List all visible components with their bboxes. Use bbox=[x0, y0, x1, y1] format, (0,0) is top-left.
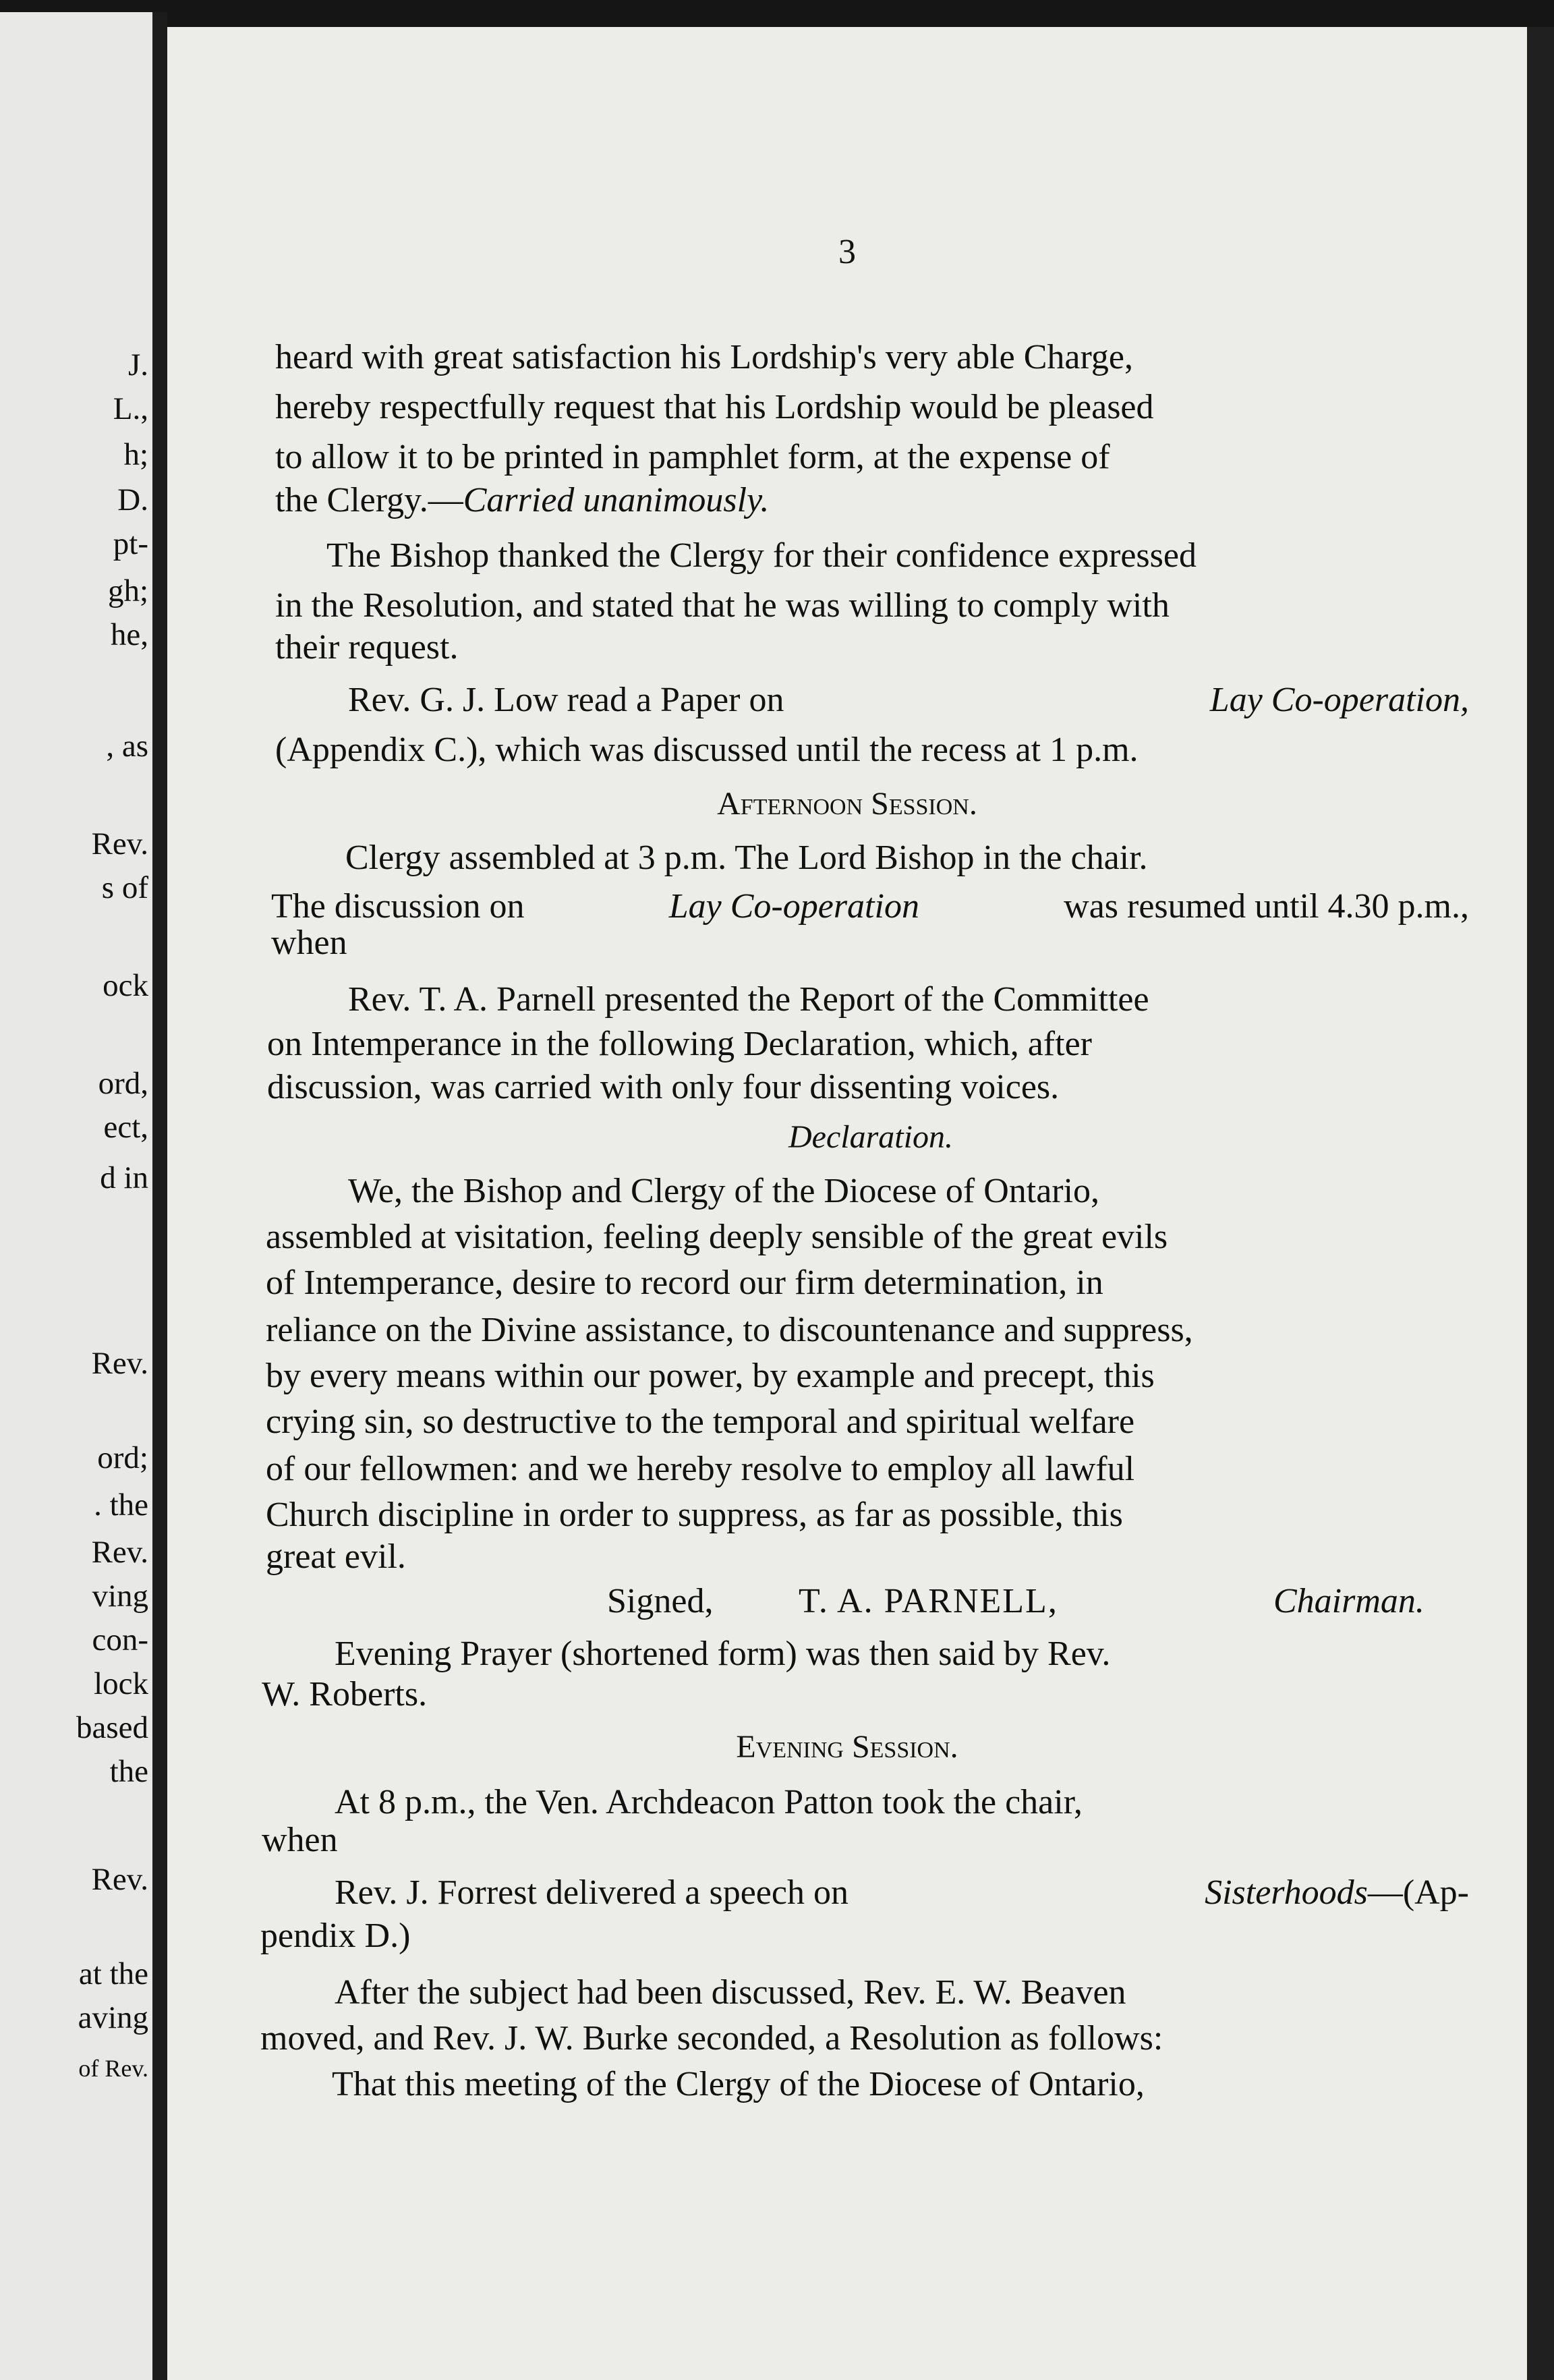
text-line: At 8 p.m., the Ven. Archdeacon Patton took the chair, bbox=[335, 1783, 1083, 1821]
text-line bbox=[348, 679, 1469, 722]
margin-fragment: L., bbox=[113, 391, 148, 426]
margin-fragment: based bbox=[76, 1710, 148, 1745]
margin-fragment: at the bbox=[78, 1956, 148, 1991]
sisterhoods-title: Sisterhoods bbox=[1205, 1873, 1368, 1912]
margin-fragment: Rev. bbox=[91, 1862, 148, 1897]
text-line: by every means within our power, by example and precept, this bbox=[266, 1357, 1155, 1395]
text-span: Rev. J. Forrest delivered a speech on bbox=[335, 1873, 848, 1912]
signatory-name: T. A. PARNELL, bbox=[799, 1582, 1058, 1620]
text-line: Church discipline in order to suppress, as far as possible, this bbox=[266, 1496, 1123, 1534]
margin-fragment: he, bbox=[110, 617, 148, 652]
text-span: —(Ap- bbox=[1367, 1873, 1469, 1912]
text-line bbox=[271, 885, 1469, 928]
text-line: (Appendix C.), which was discussed until the recess at 1 p.m. bbox=[275, 731, 1139, 769]
page-number: 3 bbox=[838, 233, 856, 271]
margin-fragment: ving bbox=[92, 1579, 148, 1614]
text-span: the Clergy.— bbox=[275, 481, 463, 519]
text-line: heard with great satisfaction his Lordship's very able Charge, bbox=[275, 338, 1133, 376]
text-line: of our fellowmen: and we hereby resolve to employ all lawful bbox=[266, 1450, 1135, 1488]
margin-fragment: Rev. bbox=[91, 1535, 148, 1570]
margin-fragment: D. bbox=[117, 482, 148, 517]
right-page-edge bbox=[1527, 27, 1554, 2380]
text-line: in the Resolution, and stated that he was willing to comply with bbox=[275, 586, 1170, 625]
lay-cooperation-title: Lay Co-operation bbox=[668, 887, 919, 926]
signatory-title: Chairman. bbox=[1273, 1582, 1424, 1620]
margin-fragment: con- bbox=[92, 1622, 148, 1658]
text-span: was resumed until 4.30 p.m., bbox=[1064, 887, 1469, 926]
margin-fragment: d in bbox=[100, 1160, 148, 1195]
margin-fragment: s of bbox=[101, 870, 148, 905]
text-line: great evil. bbox=[266, 1537, 406, 1576]
text-line: Rev. T. A. Parnell presented the Report of the Committee bbox=[348, 980, 1149, 1019]
text-line bbox=[335, 1871, 1469, 1915]
margin-fragment: gh; bbox=[107, 573, 148, 608]
margin-fragment: pt- bbox=[113, 526, 148, 561]
evening-session-heading: Evening Session. bbox=[736, 1729, 958, 1765]
lay-cooperation-title: Lay Co-operation, bbox=[1209, 681, 1469, 719]
signed-label: Signed, bbox=[607, 1582, 714, 1620]
margin-fragment: . the bbox=[94, 1488, 148, 1523]
text-line: of Intemperance, desire to record our firm determination, in bbox=[266, 1264, 1103, 1302]
text-line: assembled at visitation, feeling deeply sensible of the great evils bbox=[266, 1218, 1168, 1256]
margin-fragment: Rev. bbox=[91, 1346, 148, 1381]
margin-fragment: ock bbox=[103, 968, 148, 1003]
text-line: to allow it to be printed in pamphlet form, at the expense of bbox=[275, 438, 1110, 476]
text-line: when bbox=[262, 1821, 338, 1859]
text-span: The discussion on bbox=[271, 887, 525, 926]
text-line: After the subject had been discussed, Rev. E. W. Beaven bbox=[335, 1973, 1126, 2012]
margin-fragment: J. bbox=[127, 347, 148, 382]
margin-fragment: h; bbox=[123, 437, 148, 472]
book-gutter bbox=[152, 12, 167, 2380]
margin-fragment: Rev. bbox=[91, 826, 148, 861]
text-line: discussion, was carried with only four dissenting voices. bbox=[267, 1068, 1060, 1106]
text-line: hereby respectfully request that his Lordship would be pleased bbox=[275, 388, 1154, 426]
text-line: on Intemperance in the following Declaration, which, after bbox=[267, 1025, 1092, 1063]
text-line: The Bishop thanked the Clergy for their confidence expressed bbox=[326, 536, 1197, 575]
declaration-heading: Declaration. bbox=[788, 1119, 953, 1155]
text-line: reliance on the Divine assistance, to discountenance and suppress, bbox=[266, 1311, 1193, 1349]
margin-fragment: ect, bbox=[103, 1110, 148, 1145]
margin-fragment: , as bbox=[106, 729, 148, 764]
document-page bbox=[167, 27, 1527, 2380]
text-line: W. Roberts. bbox=[262, 1675, 428, 1713]
text-line: We, the Bishop and Clergy of the Diocese of Ontario, bbox=[348, 1172, 1100, 1210]
text-line: That this meeting of the Clergy of the Diocese of Ontario, bbox=[332, 2065, 1145, 2103]
text-line bbox=[275, 479, 769, 522]
text-line: crying sin, so destructive to the temporal and spiritual welfare bbox=[266, 1402, 1135, 1441]
margin-fragment: aving bbox=[78, 2000, 148, 2035]
margin-fragment: of Rev. bbox=[78, 2055, 148, 2082]
text-line: Evening Prayer (shortened form) was then said by Rev. bbox=[335, 1635, 1111, 1673]
text-line: Clergy assembled at 3 p.m. The Lord Bishop in the chair. bbox=[345, 839, 1148, 877]
text-line: pendix D.) bbox=[260, 1917, 411, 1955]
text-line: when bbox=[271, 924, 347, 962]
afternoon-session-heading: Afternoon Session. bbox=[717, 786, 977, 822]
text-span: Rev. G. J. Low read a Paper on bbox=[348, 681, 784, 719]
carried-unanimously: Carried unanimously. bbox=[463, 481, 770, 519]
margin-fragment: ord; bbox=[97, 1440, 148, 1475]
text-line: moved, and Rev. J. W. Burke seconded, a Resolution as follows: bbox=[260, 2019, 1163, 2058]
left-page-edge bbox=[0, 12, 152, 2380]
text-line: their request. bbox=[275, 628, 459, 667]
margin-fragment: lock bbox=[94, 1666, 148, 1701]
margin-fragment: ord, bbox=[98, 1066, 148, 1101]
margin-fragment: the bbox=[109, 1754, 148, 1789]
